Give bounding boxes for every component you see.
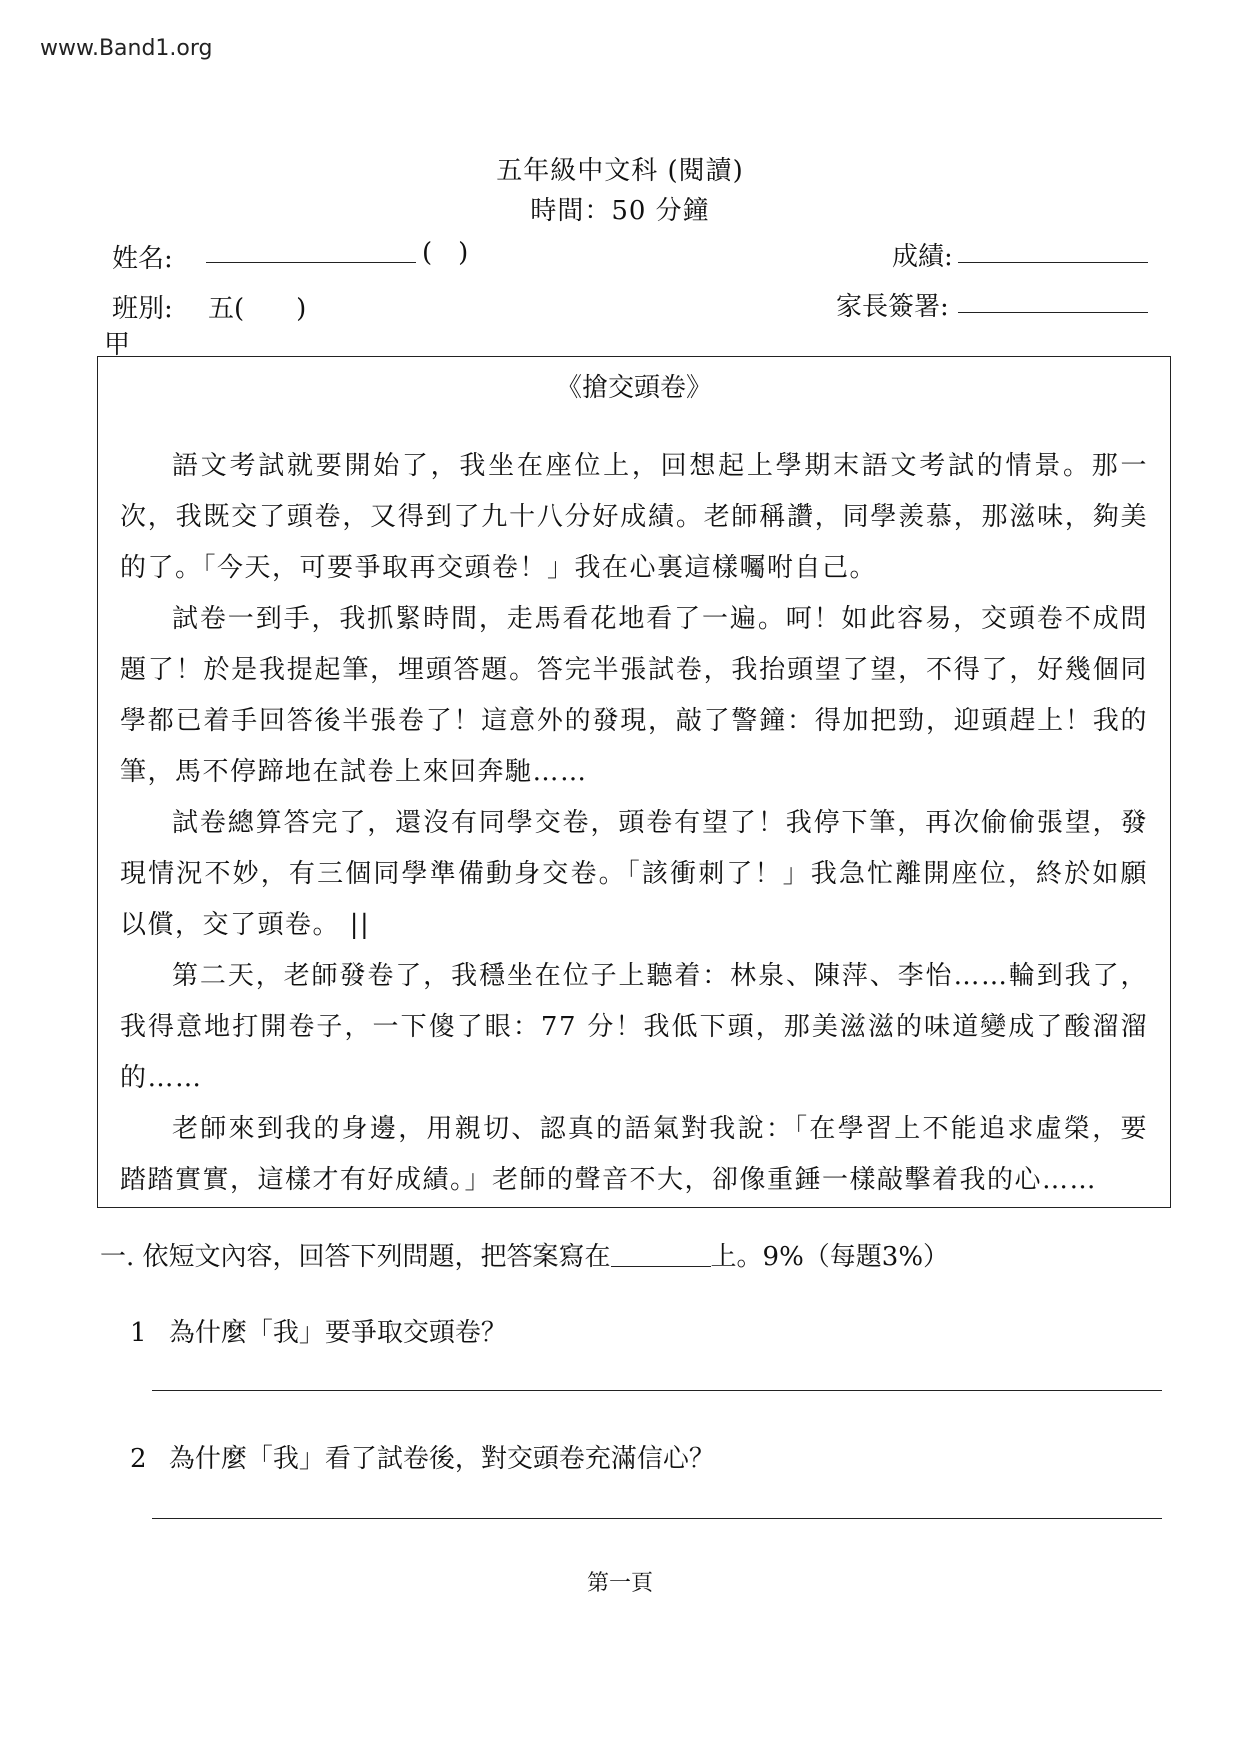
score-field-line[interactable]: [958, 262, 1148, 263]
question-number: 1: [130, 1318, 147, 1348]
passage-paragraph: 老師來到我的身邊，用親切、認真的語氣對我說：「在學習上不能追求虛榮，要踏踏實實，這樣才有好成績。」老師的聲音不大，卻像重錘一樣敲擊着我的心……: [120, 1114, 1148, 1195]
question-section-heading: [100, 1236, 949, 1273]
question-2: [130, 1438, 715, 1475]
passage-paragraph: 試卷總算答完了，還沒有同學交卷，頭卷有望了！我停下筆，再次偷偷張望，發現情況不妙，有三個同學準備動身交卷。「該衝刺了！」我急忙離開座位，終於如願以償，交了頭卷。 ||: [120, 808, 1148, 940]
signature-field-line[interactable]: [958, 312, 1148, 313]
passage-paragraph: 試卷一到手，我抓緊時間，走馬看花地看了一遍。呵！如此容易，交頭卷不成問題了！於是我提起筆，埋頭答題。答完半張試卷，我抬頭望了望，不得了，好幾個同學都已着手回答後半張卷了！這意外的發現，敲了警鐘：得加把勁，迎頭趕上！我的筆，馬不停蹄地在試卷上來回奔馳……: [120, 604, 1148, 787]
parent-signature-label: 家長簽署:: [836, 292, 949, 322]
score-label: 成績:: [892, 242, 953, 272]
heading-blank: [611, 1266, 711, 1267]
name-number-paren: ( ): [422, 238, 469, 268]
question-heading-start: 一. 依短文內容，回答下列問題，把答案寫在: [100, 1242, 611, 1272]
question-text: 為什麼「我」要爭取交頭卷？: [168, 1318, 507, 1348]
question-1: [130, 1312, 507, 1349]
class-value: 五( ): [208, 294, 307, 324]
answer-line-2[interactable]: [152, 1518, 1162, 1519]
passage-body: [120, 441, 1148, 1206]
answer-line-1[interactable]: [152, 1390, 1162, 1391]
exam-title: 五年級中文科 (閱讀): [496, 156, 744, 186]
site-watermark: www.Band1.org: [40, 36, 213, 61]
question-number: 2: [130, 1444, 147, 1474]
page-number: 第一頁: [586, 1571, 653, 1596]
passage-title: 《搶交頭卷》: [555, 373, 712, 403]
question-heading-end: 上。9%（每題3%）: [710, 1242, 950, 1272]
name-label: 姓名:: [112, 244, 173, 274]
passage-box: [97, 356, 1171, 1208]
name-field-line[interactable]: [206, 262, 416, 263]
class-label: 班別:: [112, 294, 173, 324]
passage-paragraph: 語文考試就要開始了，我坐在座位上，回想起上學期末語文考試的情景。那一次，我既交了頭卷，又得到了九十八分好成績。老師稱讚，同學羨慕，那滋味，夠美的了。「今天，可要爭取再交頭卷！」我在心裏這樣囑咐自己。: [120, 451, 1148, 583]
question-text: 為什麼「我」看了試卷後，對交頭卷充滿信心？: [168, 1444, 715, 1474]
class-note: 甲: [104, 330, 131, 360]
exam-time: 時間：50 分鐘: [530, 196, 710, 226]
passage-paragraph: 第二天，老師發卷了，我穩坐在位子上聽着：林泉、陳萍、李怡……輪到我了，我得意地打開卷子，一下傻了眼：77 分！我低下頭，那美滋滋的味道變成了酸溜溜的……: [120, 961, 1148, 1093]
